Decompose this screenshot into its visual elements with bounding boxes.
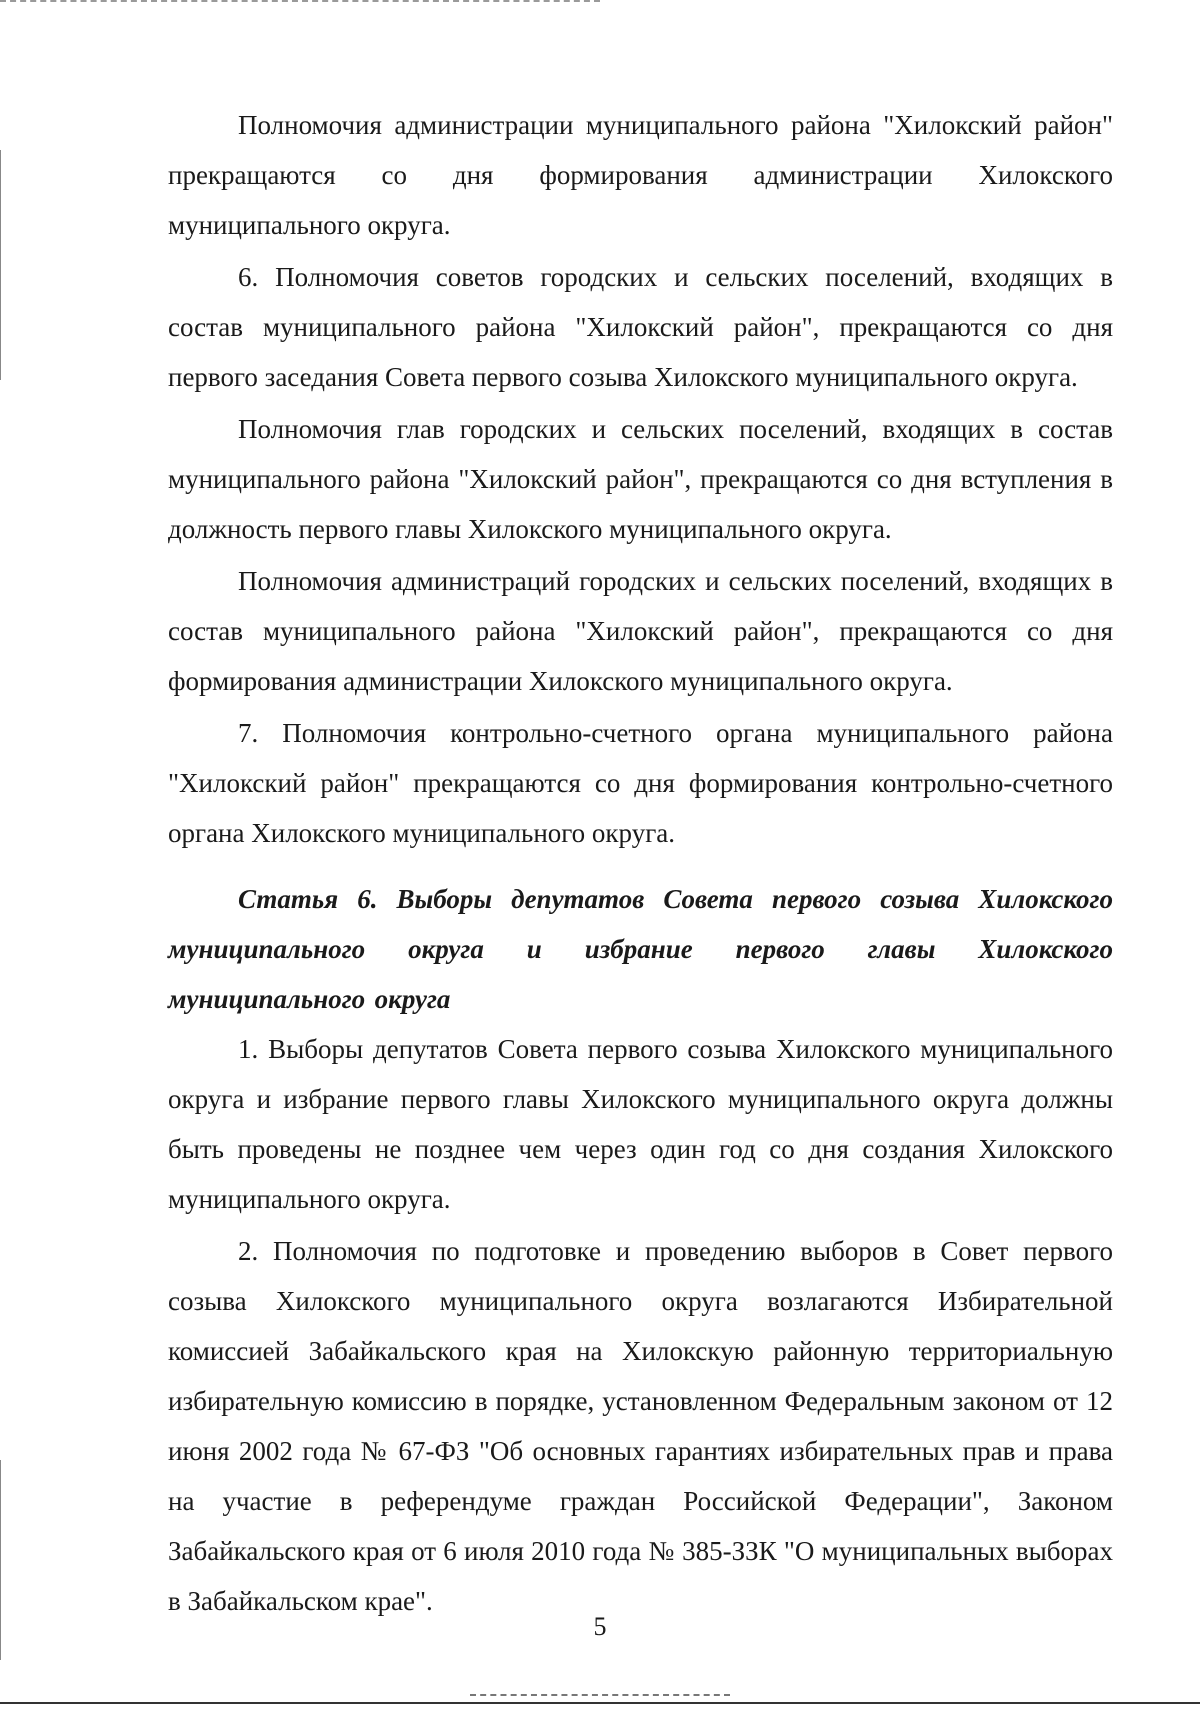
article-item: 1. Выборы депутатов Совета первого созыва Хилокского муниципального округа и избрание первого главы Хилокского муниципального округа должны быть проведены не позднее чем через один год со дня создания Хилокского муниципального округа. bbox=[168, 1034, 1113, 1214]
scan-edge-left bbox=[0, 150, 1, 380]
article-title: Статья 6. Выборы депутатов Совета первого созыва Хилокского муниципального округа и избрание первого главы Хилокского муниципального округа bbox=[168, 884, 1113, 1014]
scan-edge-bottom bbox=[470, 1694, 730, 1698]
paragraph: 7. Полномочия контрольно-счетного органа муниципального района "Хилокский район" прекращаются со дня формирования контрольно-счетного органа Хилокского муниципального округа. bbox=[168, 718, 1113, 848]
page-number: 5 bbox=[593, 1612, 607, 1641]
article-item: 2. Полномочия по подготовке и проведению выборов в Совет первого созыва Хилокского муниципального округа возлагаются Избирательной комиссией Забайкальского края на Хилокскую районную территориальную избирательную комиссию в порядке, установленном Федеральным законом от 12 июня 2002 года № 67-ФЗ "Об основных гарантиях избирательных прав и права на участие в референдуме граждан Российской Федерации", Законом Забайкальского края от 6 июля 2010 года № 385-ЗЗК "О муниципальных выборах в Забайкальском крае". bbox=[168, 1236, 1113, 1616]
paragraph: Полномочия администрации муниципального района "Хилокский район" прекращаются со дня формирования администрации Хилокского муниципального округа. bbox=[168, 110, 1113, 240]
paragraph: Полномочия глав городских и сельских поселений, входящих в состав муниципального района "Хилокский район", прекращаются со дня вступления в должность первого главы Хилокского муниципального округа. bbox=[168, 414, 1113, 544]
paragraph: Полномочия администраций городских и сельских поселений, входящих в состав муниципального района "Хилокский район", прекращаются со дня формирования администрации Хилокского муниципального округа. bbox=[168, 566, 1113, 696]
scan-edge-bottom bbox=[0, 1702, 1200, 1704]
scan-edge-top bbox=[0, 0, 600, 5]
document-page bbox=[168, 100, 1113, 1626]
paragraph: 6. Полномочия советов городских и сельских поселений, входящих в состав муниципального района "Хилокский район", прекращаются со дня первого заседания Совета первого созыва Хилокского муниципального округа. bbox=[168, 262, 1113, 392]
